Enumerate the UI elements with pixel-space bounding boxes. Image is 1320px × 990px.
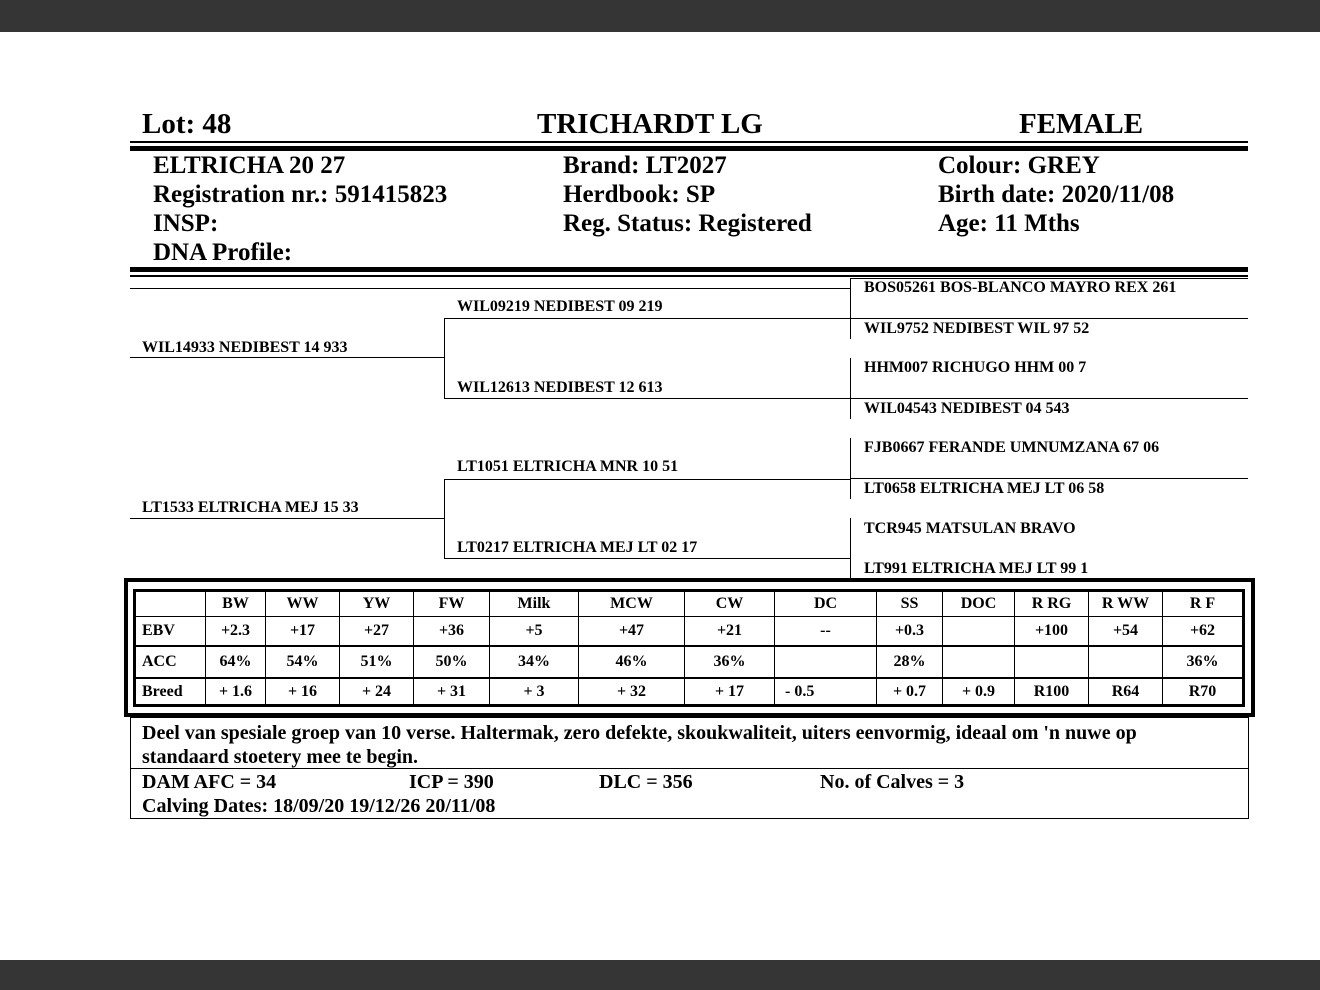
row-label: ACC xyxy=(135,646,206,678)
pedigree-sire-dam: WIL12613 NEDIBEST 12 613 xyxy=(457,379,663,396)
breed-cell: - 0.5 xyxy=(775,678,877,706)
lot-number: Lot: 48 xyxy=(142,108,232,140)
ebv-cell: +2.3 xyxy=(206,617,266,647)
acc-cell xyxy=(943,646,1015,678)
ebv-col-header: DOC xyxy=(943,591,1015,617)
ebv-cell: +62 xyxy=(1163,617,1244,647)
ebv-cell: +21 xyxy=(685,617,775,647)
ebv-cell: +47 xyxy=(579,617,685,647)
acc-cell: 54% xyxy=(266,646,340,678)
breed-cell: + 0.7 xyxy=(877,678,943,706)
registration-status: Reg. Status: Registered xyxy=(563,210,812,237)
pedigree-dam: LT1533 ELTRICHA MEJ 15 33 xyxy=(142,499,359,516)
breed-cell: + 17 xyxy=(685,678,775,706)
pedigree-dam-sire: LT1051 ELTRICHA MNR 10 51 xyxy=(457,458,679,475)
pedigree-great-grandparent: BOS05261 BOS-BLANCO MAYRO REX 261 xyxy=(864,279,1177,296)
registration-number: Registration nr.: 591415823 xyxy=(153,181,448,208)
info-rule-thin xyxy=(130,275,1248,277)
animal-sex: FEMALE xyxy=(1019,108,1144,140)
header-rule-thick xyxy=(130,146,1248,151)
pedigree-sire: WIL14933 NEDIBEST 14 933 xyxy=(142,339,348,356)
acc-cell xyxy=(775,646,877,678)
ebv-col-header: R F xyxy=(1163,591,1244,617)
pedigree-great-grandparent: WIL04543 NEDIBEST 04 543 xyxy=(864,400,1070,417)
top-bar xyxy=(0,0,1320,32)
colour: Colour: GREY xyxy=(938,152,1100,179)
remarks-line-2: standaard stoetery mee te begin. xyxy=(142,746,419,768)
pedigree-great-grandparent: FJB0667 FERANDE UMNUMZANA 67 06 xyxy=(864,439,1160,456)
ebv-col-header: WW xyxy=(266,591,340,617)
number-of-calves: No. of Calves = 3 xyxy=(820,771,965,793)
ebv-col-header: BW xyxy=(206,591,266,617)
pedigree-great-grandparent: LT991 ELTRICHA MEJ LT 99 1 xyxy=(864,560,1089,577)
ebv-cell: +17 xyxy=(266,617,340,647)
row-label: EBV xyxy=(135,617,206,647)
ebv-col-header: CW xyxy=(685,591,775,617)
ebv-cell: +100 xyxy=(1015,617,1089,647)
row-label: Breed xyxy=(135,678,206,706)
brand: Brand: LT2027 xyxy=(563,152,727,179)
breed-cell: R64 xyxy=(1089,678,1163,706)
pedigree-sire-sire: WIL09219 NEDIBEST 09 219 xyxy=(457,298,663,315)
dam-icp: ICP = 390 xyxy=(409,771,494,793)
ebv-col-header: Milk xyxy=(490,591,579,617)
ebv-row xyxy=(135,617,1244,647)
ebv-cell: +54 xyxy=(1089,617,1163,647)
acc-cell xyxy=(1015,646,1089,678)
breed-cell: + 1.6 xyxy=(206,678,266,706)
header-rule-thin xyxy=(130,141,1248,143)
age: Age: 11 Mths xyxy=(938,210,1080,237)
ebv-col-header: MCW xyxy=(579,591,685,617)
breed-cell: + 31 xyxy=(414,678,490,706)
acc-cell: 50% xyxy=(414,646,490,678)
insp-label: INSP: xyxy=(153,210,219,237)
remarks-line-1: Deel van spesiale groep van 10 verse. Haltermak, zero defekte, skoukwaliteit, uiters eenvormig, ideaal om 'n nuwe op xyxy=(142,722,1137,744)
breed-cell: + 0.9 xyxy=(943,678,1015,706)
ebv-col-header: DC xyxy=(775,591,877,617)
breed-cell: + 3 xyxy=(490,678,579,706)
breed-cell: + 24 xyxy=(340,678,414,706)
acc-row xyxy=(135,646,1244,678)
breed-row xyxy=(135,678,1244,706)
breed-cell: R100 xyxy=(1015,678,1089,706)
breeder-name: TRICHARDT LG xyxy=(537,108,763,140)
acc-cell: 36% xyxy=(685,646,775,678)
bottom-bar xyxy=(0,960,1320,990)
ebv-col-header: FW xyxy=(414,591,490,617)
breed-cell: + 32 xyxy=(579,678,685,706)
ebv-col-header: R RG xyxy=(1015,591,1089,617)
pedigree-great-grandparent: LT0658 ELTRICHA MEJ LT 06 58 xyxy=(864,480,1105,497)
ebv-col-header: R WW xyxy=(1089,591,1163,617)
ebv-cell: +36 xyxy=(414,617,490,647)
acc-cell: 34% xyxy=(490,646,579,678)
acc-cell xyxy=(1089,646,1163,678)
pedigree-great-grandparent: TCR945 MATSULAN BRAVO xyxy=(864,520,1076,537)
calving-dates: Calving Dates: 18/09/20 19/12/26 20/11/08 xyxy=(142,795,496,817)
ebv-col-header: YW xyxy=(340,591,414,617)
pedigree-dam-dam: LT0217 ELTRICHA MEJ LT 02 17 xyxy=(457,539,698,556)
dna-profile-label: DNA Profile: xyxy=(153,239,293,266)
animal-name: ELTRICHA 20 27 xyxy=(153,152,346,179)
ebv-header-blank xyxy=(135,591,206,617)
ebv-cell: +27 xyxy=(340,617,414,647)
acc-cell: 64% xyxy=(206,646,266,678)
ebv-cell: +5 xyxy=(490,617,579,647)
acc-cell: 51% xyxy=(340,646,414,678)
ebv-col-header: SS xyxy=(877,591,943,617)
birth-date: Birth date: 2020/11/08 xyxy=(938,181,1175,208)
dam-dlc: DLC = 356 xyxy=(599,771,693,793)
breed-cell: + 16 xyxy=(266,678,340,706)
info-rule-thick xyxy=(130,267,1248,272)
herdbook: Herdbook: SP xyxy=(563,181,716,208)
ebv-cell: -- xyxy=(775,617,877,647)
pedigree-great-grandparent: HHM007 RICHUGO HHM 00 7 xyxy=(864,359,1087,376)
dam-afc: DAM AFC = 34 xyxy=(142,771,277,793)
ebv-table xyxy=(133,589,1245,707)
ebv-cell xyxy=(943,617,1015,647)
acc-cell: 46% xyxy=(579,646,685,678)
ebv-header-row xyxy=(135,591,1244,617)
pedigree-great-grandparent: WIL9752 NEDIBEST WIL 97 52 xyxy=(864,320,1090,337)
acc-cell: 36% xyxy=(1163,646,1244,678)
breed-cell: R70 xyxy=(1163,678,1244,706)
acc-cell: 28% xyxy=(877,646,943,678)
ebv-cell: +0.3 xyxy=(877,617,943,647)
